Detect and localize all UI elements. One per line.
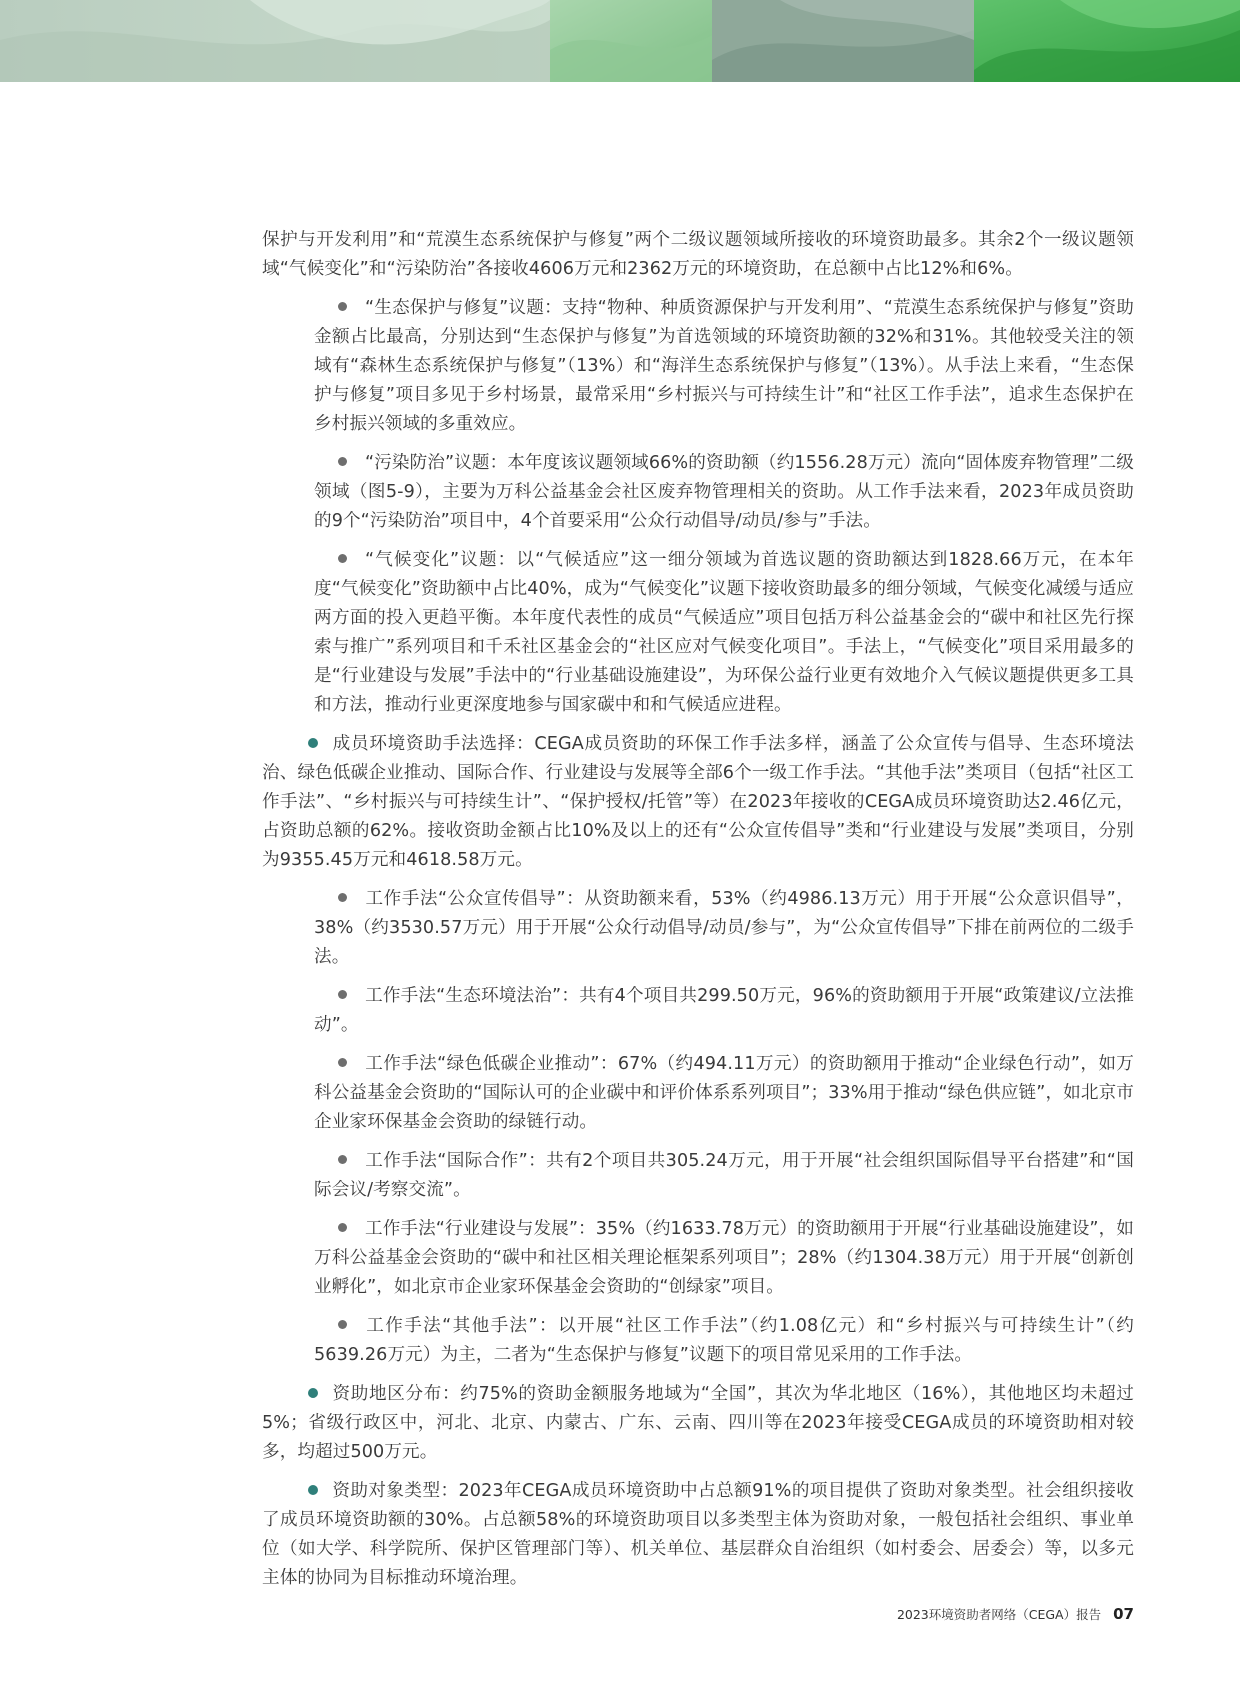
recipients-paragraph: 资助对象类型：2023年CEGA成员环境资助中占总额91%的项目提供了资助对象类型。社会组织接收了成员环境资助额的30%。占总额58%的环境资助项目以多类型主体为资助对象，一般包括社会组织、事业单位（如大学、科学院所、保护区管理部门等）、机关单位、基层群众自治组织（如村委会、居委会）等，以多元主体的协同为目标推动环境治理。 <box>262 1481 1134 1588</box>
method-item-other: 工作手法“其他手法”：以开展“社区工作手法”（约1.08亿元）和“乡村振兴与可持续生计”（约5639.26万元）为主，二者为“生态保护与修复”议题下的项目常见采用的工作手法。 <box>314 1316 1134 1365</box>
header-banner-image <box>0 0 1240 82</box>
intro-paragraph: 保护与开发利用”和“荒漠生态系统保护与修复”两个二级议题领域所接收的环境资助最多。其余2个一级议题领域“气候变化”和“污染防治”各接收4606万元和2362万元的环境资助，在总额中占比12%和6%。 <box>262 230 1134 279</box>
methods-paragraph: 成员环境资助手法选择：CEGA成员资助的环保工作手法多样，涵盖了公众宣传与倡导、生态环境法治、绿色低碳企业推动、国际合作、行业建设与发展等全部6个一级工作手法。“其他手法”类项目（包括“社区工作手法”、“乡村振兴与可持续生计”、“保护授权/托管”等）在2023年接收的CEGA成员环境资助达2.46亿元，占资助总额的62%。接收资助金额占比10%及以上的还有“公众宣传倡导”类和“行业建设与发展”类项目，分别为9355.45万元和4618.58万元。 <box>262 734 1134 870</box>
bullet-icon <box>338 1320 347 1329</box>
bullet-icon <box>338 1223 347 1232</box>
bullet-icon <box>338 1058 347 1067</box>
method-item-industry-building: 工作手法“行业建设与发展”：35%（约1633.78万元）的资助额用于开展“行业基础设施建设”，如万科公益基金会资助的“碳中和社区相关理论框架系列项目”；28%（约1304.38万元）用于开展“创新创业孵化”，如北京市企业家环保基金会资助的“创绿家”项目。 <box>314 1219 1135 1297</box>
page-footer <box>897 1605 1134 1623</box>
bullet-icon <box>308 1485 318 1495</box>
bullet-icon <box>338 893 347 902</box>
bullet-icon <box>338 554 347 563</box>
topic-item-ecology: “生态保护与修复”议题：支持“物种、种质资源保护与开发利用”、“荒漠生态系统保护与修复”资助金额占比最高，分别达到“生态保护与修复”为首选领域的环境资助额的32%和31%。其他较受关注的领域有“森林生态系统保护与修复”（13%）和“海洋生态系统保护与修复”（13%）。从手法上来看，“生态保护与修复”项目多见于乡村场景，最常采用“乡村振兴与可持续生计”和“社区工作手法”，追求生态保护在乡村振兴领域的多重效应。 <box>314 298 1134 434</box>
method-item-rule-of-law: 工作手法“生态环境法治”：共有4个项目共299.50万元，96%的资助额用于开展“政策建议/立法推动”。 <box>314 986 1134 1035</box>
body-text <box>262 226 1134 1603</box>
footer-title: 2023环境资助者网络（CEGA）报告 <box>896 1607 1102 1622</box>
method-item-international: 工作手法“国际合作”：共有2个项目共305.24万元，用于开展“社会组织国际倡导平台搭建”和“国际会议/考察交流”。 <box>314 1151 1134 1200</box>
topic-item-climate: “气候变化”议题：以“气候适应”这一细分领域为首选议题的资助额达到1828.66万元，在本年度“气候变化”资助额中占比40%，成为“气候变化”议题下接收资助最多的细分领域，气候变化减缓与适应两方面的投入更趋平衡。本年度代表性的成员“气候适应”项目包括万科公益基金会的“碳中和社区先行探索与推广”系列项目和千禾社区基金会的“社区应对气候变化项目”。手法上，“气候变化”项目采用最多的是“行业建设与发展”手法中的“行业基础设施建设”，为环保公益行业更有效地介入气候议题提供更多工具和方法，推动行业更深度地参与国家碳中和和气候适应进程。 <box>314 550 1134 715</box>
bullet-icon <box>308 738 318 748</box>
method-item-public-advocacy: 工作手法“公众宣传倡导”：从资助额来看，53%（约4986.13万元）用于开展“公众意识倡导”，38%（约3530.57万元）用于开展“公众行动倡导/动员/参与”，为“公众宣传倡导”下排在前两位的二级手法。 <box>314 889 1134 967</box>
page-number: 07 <box>1113 1605 1134 1623</box>
bullet-icon <box>338 1155 347 1164</box>
method-item-green-enterprise: 工作手法“绿色低碳企业推动”：67%（约494.11万元）的资助额用于推动“企业绿色行动”，如万科公益基金会资助的“国际认可的企业碳中和评价体系系列项目”；33%用于推动“绿色供应链”，如北京市企业家环保基金会资助的绿链行动。 <box>314 1054 1134 1132</box>
topic-item-pollution: “污染防治”议题：本年度该议题领域66%的资助额（约1556.28万元）流向“固体废弃物管理”二级领域（图5-9），主要为万科公益基金会社区废弃物管理相关的资助。从工作手法来看，2023年成员资助的9个“污染防治”项目中，4个首要采用“公众行动倡导/动员/参与”手法。 <box>314 453 1135 531</box>
bullet-icon <box>338 302 347 311</box>
bullet-icon <box>338 990 347 999</box>
bullet-icon <box>308 1388 318 1398</box>
region-paragraph: 资助地区分布：约75%的资助金额服务地域为“全国”，其次为华北地区（16%），其他地区均未超过5%；省级行政区中，河北、北京、内蒙古、广东、云南、四川等在2023年接受CEGA成员的环境资助相对较多，均超过500万元。 <box>262 1384 1134 1462</box>
bullet-icon <box>338 457 347 466</box>
